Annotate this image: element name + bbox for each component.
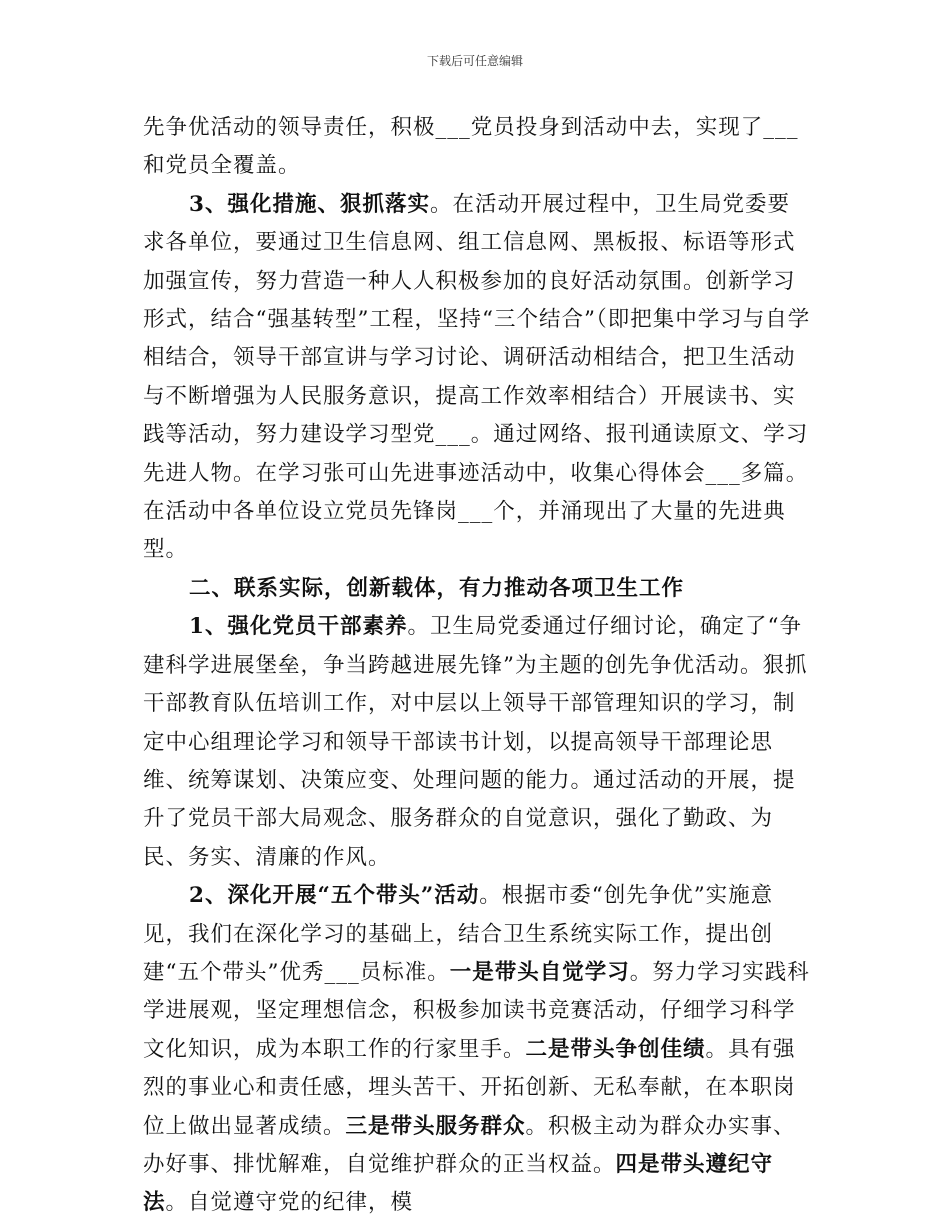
bold-heading-text: 1、强化党员干部素养 bbox=[189, 614, 408, 640]
bold-heading-text: 三是带头服务群众 bbox=[345, 1113, 526, 1139]
bold-heading-text: 2、深化开展“五个带头”活动 bbox=[189, 883, 480, 909]
body-text: 先争优活动的领导责任，积极___党员投身到活动中去，实现了___和党员全覆盖。 bbox=[143, 115, 799, 179]
paragraph bbox=[143, 109, 811, 186]
body-text: 。积极主动为群众办实事、办好事、排忧解难，自觉维护群众的正当权益。 bbox=[143, 1113, 796, 1177]
document-body bbox=[143, 109, 811, 1223]
bold-heading-text: 一是带头自觉学习 bbox=[449, 959, 630, 985]
body-text: 。努力学习实践科学进展观，坚定理想信念，积极参加读书竞赛活动，仔细学习科学文化知识，成为本职工作的行家里手。 bbox=[143, 959, 810, 1062]
body-text: 。在活动开展过程中，卫生局党委要求各单位，要通过卫生信息网、组工信息网、黑板报、标语等形式加强宣传，努力营造一种人人积极参加的良好活动氛围。创新学习形式，结合“强基转型”工程，坚持“三个结合”（即把集中学习与自学相结合，领导干部宣讲与学习讨论、调研活动相结合，把卫生活动与不断增强为人民服务意识，提高工作效率相结合）开展读书、实践等活动，努力建设学习型党___。通过网络、报刊通读原文、学习先进人物。在学习张可山先进事迹活动中，收集心得体会___多篇。在活动中各单位设立党员先锋岗___个，并涌现出了大量的先进典型。 bbox=[143, 191, 811, 563]
paragraph bbox=[143, 608, 811, 877]
bold-heading-text: 二是带头争创佳绩 bbox=[525, 1036, 706, 1062]
body-text: 。自觉遵守党的纪律，模 bbox=[165, 1190, 414, 1216]
bold-heading-text: 3、强化措施、狠抓落实 bbox=[189, 191, 430, 217]
body-text: 。卫生局党委通过仔细讨论，确定了“争建科学进展堡垒，争当跨越进展先锋”为主题的创先争优活动。狠抓干部教育队伍培训工作，对中层以上领导干部管理知识的学习，制定中心组理论学习和领导干部读书计划，以提高领导干部理论思维、统筹谋划、决策应变、处理问题的能力。通过活动的开展，提升了党员干部大局观念、服务群众的自觉意识，强化了勤政、为民、务实、清廉的作风。 bbox=[143, 614, 808, 870]
paragraph bbox=[143, 570, 811, 608]
paragraph bbox=[143, 877, 811, 1223]
bold-heading-text: 二、联系实际，创新载体，有力推动各项卫生工作 bbox=[189, 575, 685, 601]
body-text: 。具有强烈的事业心和责任感，埋头苦干、开拓创新、无私奉献，在本职岗位上做出显著成绩。 bbox=[143, 1036, 796, 1139]
bold-heading-text: 四是带头遵纪守法 bbox=[143, 1151, 774, 1216]
paragraph bbox=[143, 186, 811, 570]
body-text: 。根据市委“创先争优”实施意见，我们在深化学习的基础上，结合卫生系统实际工作，提出创建“五个带头”优秀___员标准。 bbox=[143, 883, 774, 985]
page-header: 下载后可任意编辑 bbox=[426, 54, 523, 68]
